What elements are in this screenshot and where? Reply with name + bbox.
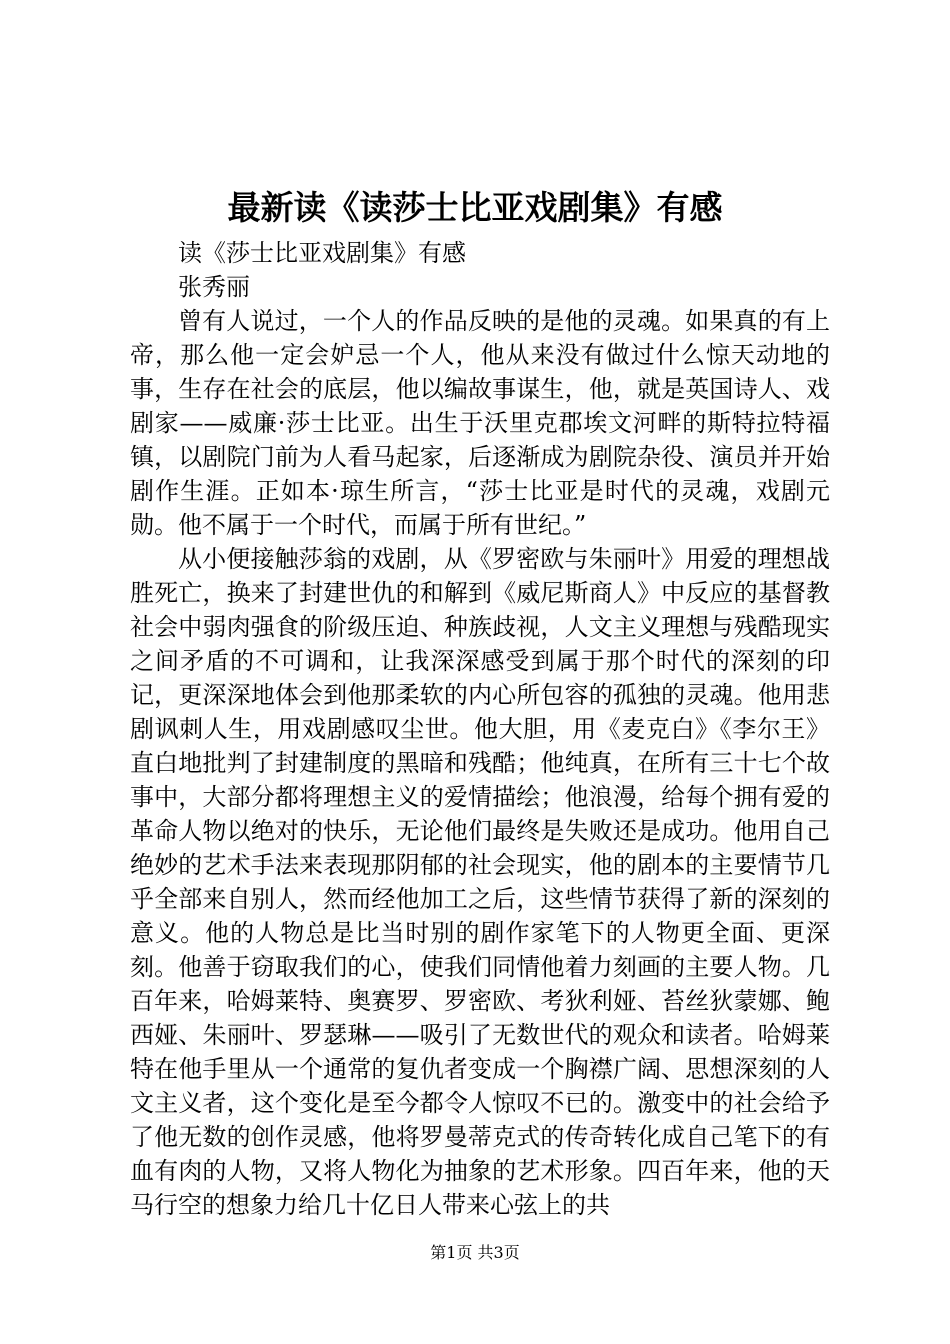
author-line: 张秀丽 [178,273,250,301]
page-number: 第1页 共3页 [430,1243,520,1262]
document-body [130,236,830,1222]
page-title: 最新读《读莎士比亚戏剧集》有感 [227,188,723,227]
paragraph: 曾有人说过，一个人的作品反映的是他的灵魂。如果真的有上帝，那么他一定会妒忌一个人，他从来没有做过什么惊天动地的事，生存在社会的底层，他以编故事谋生，他，就是英国诗人、戏剧家——威廉·莎士比亚。出生于沃里克郡埃文河畔的斯特拉特福镇，以剧院门前为人看马起家，后逐渐成为剧院杂役、演员并开始剧作生涯。正如本·琼生所言，“莎士比亚是时代的灵魂，戏剧元勋。他不属于一个时代，而属于所有世纪。” [130,307,830,539]
paragraph: 从小便接触莎翁的戏剧，从《罗密欧与朱丽叶》用爱的理想战胜死亡，换来了封建世仇的和解到《威尼斯商人》中反应的基督教社会中弱肉强食的阶级压迫、种族歧视，人文主义理想与残酷现实之间矛盾的不可调和，让我深深感受到属于那个时代的深刻的印记，更深深地体会到他那柔软的内心所包容的孤独的灵魂。他用悲剧讽刺人生，用戏剧感叹尘世。他大胆，用《麦克白》《李尔王》直白地批判了封建制度的黑暗和残酷；他纯真，在所有三十七个故事中，大部分都将理想主义的爱情描绘；他浪漫，给每个拥有爱的革命人物以绝对的快乐，无论他们最终是失败还是成功。他用自己绝妙的艺术手法来表现那阴郁的社会现实，他的剧本的主要情节几乎全部来自别人，然而经他加工之后，这些情节获得了新的深刻的意义。他的人物总是比当时别的剧作家笔下的人物更全面、更深刻。他善于窃取我们的心，使我们同情他着力刻画的主要人物。几百年来，哈姆莱特、奥赛罗、罗密欧、考狄利娅、苔丝狄蒙娜、鲍西娅、朱丽叶、罗瑟琳——吸引了无数世代的观众和读者。哈姆莱特在他手里从一个通常的复仇者变成一个胸襟广阔、思想深刻的人文主义者，这个变化是至今都令人惊叹不已的。激变中的社会给予了他无数的创作灵感，他将罗曼蒂克式的传奇转化成自己笔下的有血有肉的人物，又将人物化为抽象的艺术形象。四百年来，他的天马行空的想象力给几十亿日人带来心弦上的共 [130,545,830,1219]
subtitle-line: 读《莎士比亚戏剧集》有感 [178,239,466,267]
